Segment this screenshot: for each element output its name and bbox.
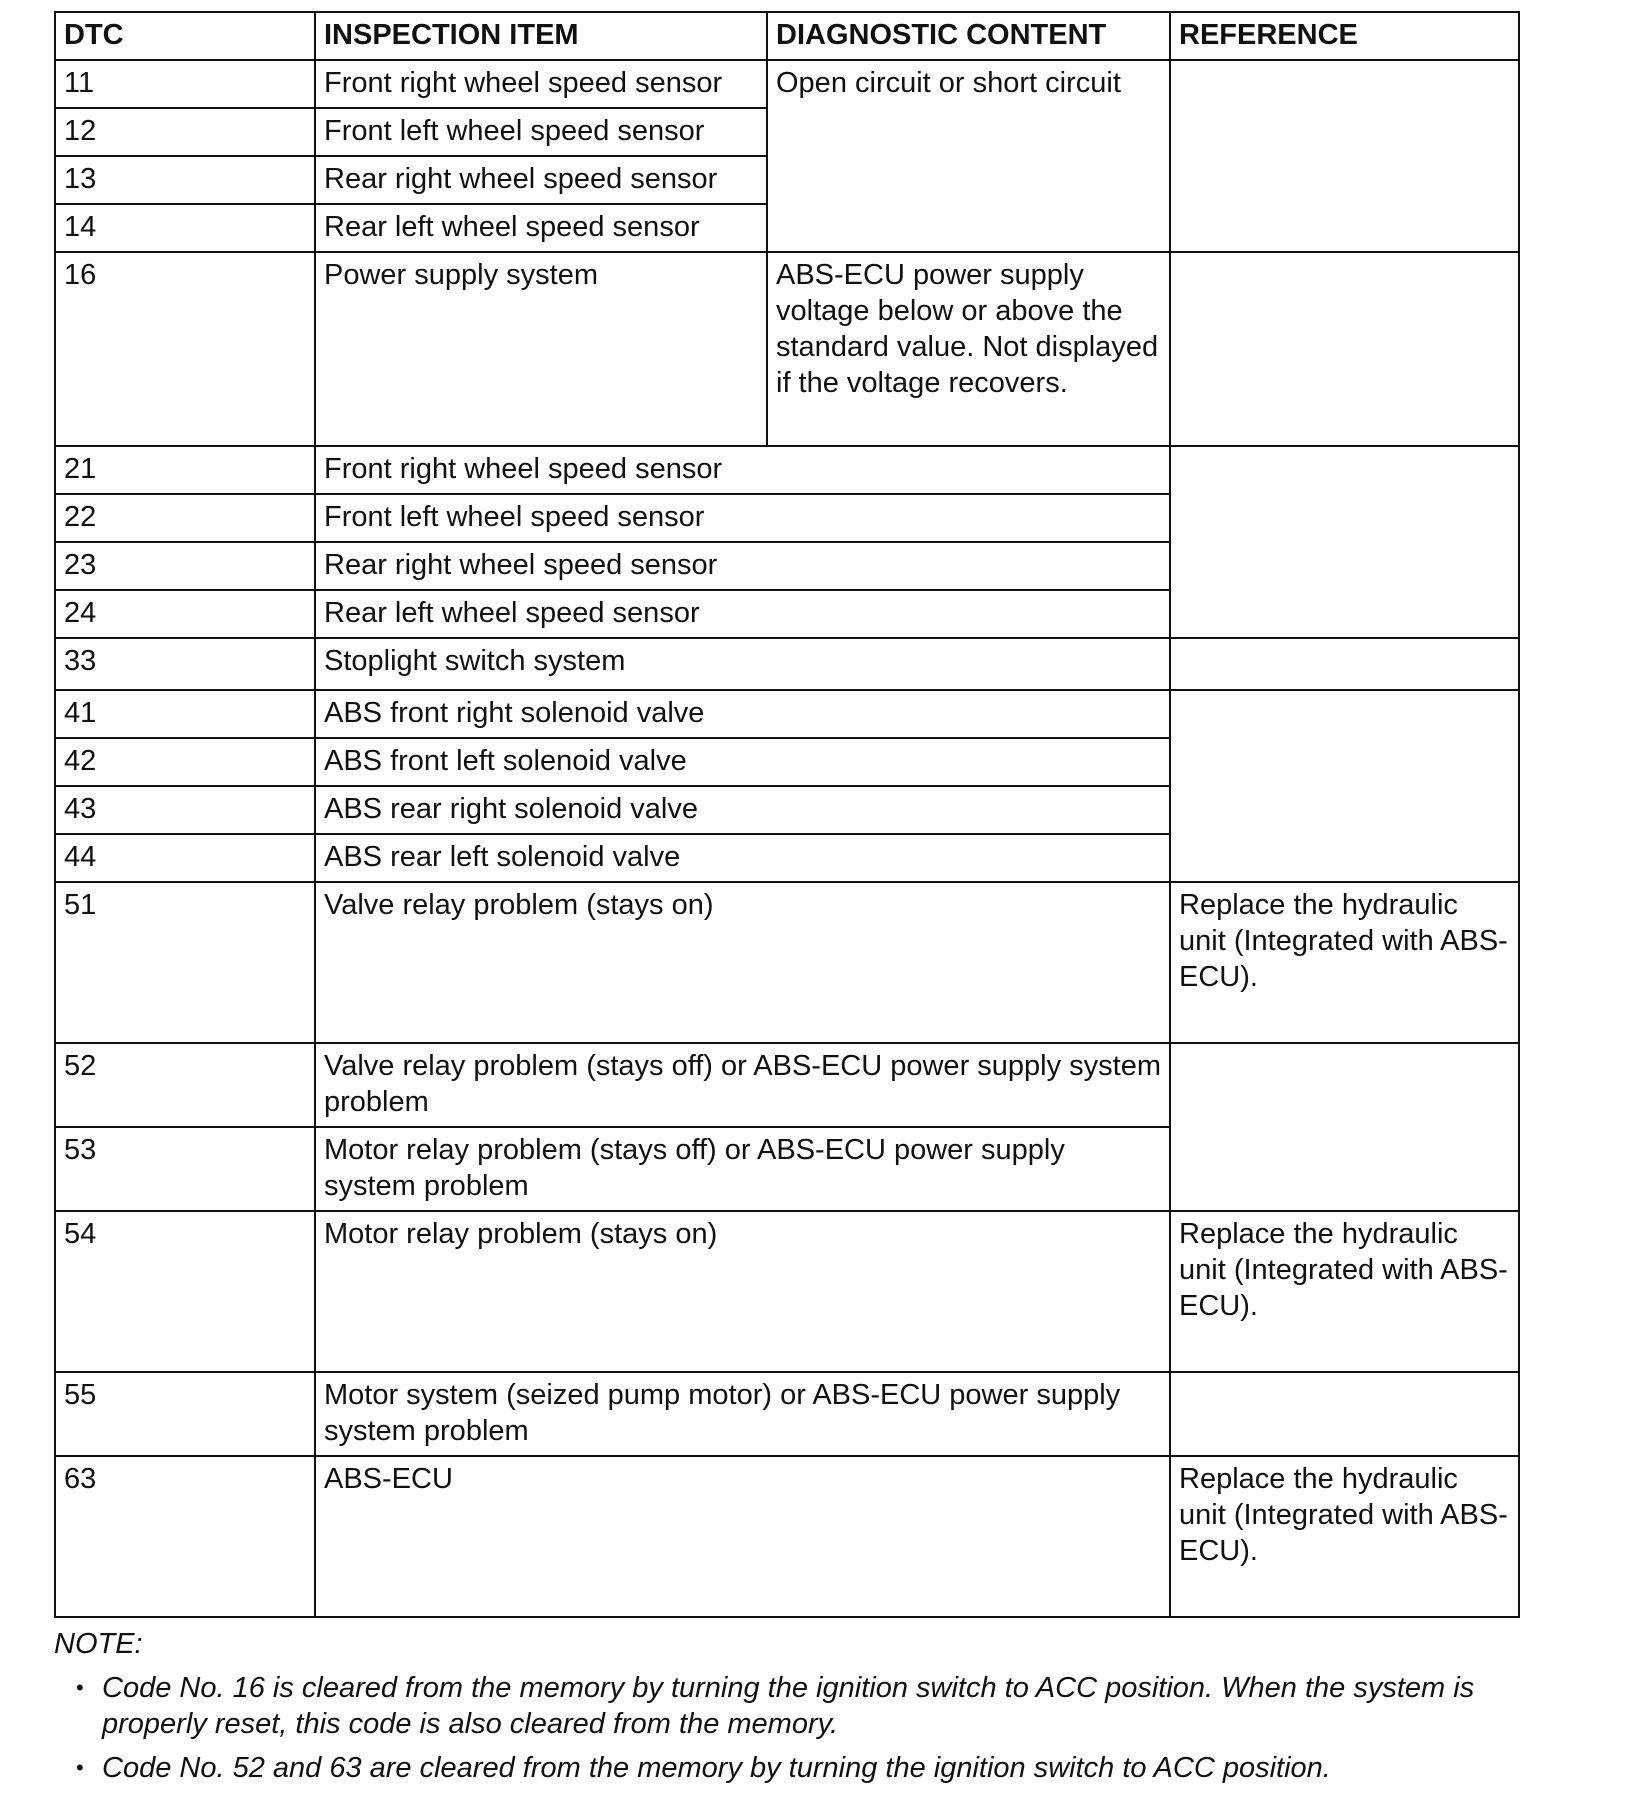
bullet-icon: • — [76, 1675, 84, 1700]
inspection-item: Rear left wheel speed sensor — [315, 590, 1170, 638]
dtc-code: 51 — [55, 882, 315, 1043]
inspection-item: Motor system (seized pump motor) or ABS-ECU power supply system problem — [315, 1372, 1170, 1456]
inspection-item: ABS front left solenoid valve — [315, 738, 1170, 786]
header-inspection-item: INSPECTION ITEM — [315, 12, 767, 60]
dtc-code: 12 — [55, 108, 315, 156]
inspection-item: Front left wheel speed sensor — [315, 494, 1170, 542]
inspection-item: ABS rear right solenoid valve — [315, 786, 1170, 834]
table-row — [55, 1043, 1519, 1127]
dtc-code: 41 — [55, 690, 315, 738]
header-dtc: DTC — [55, 12, 315, 60]
reference-cell — [1170, 690, 1519, 882]
dtc-code: 22 — [55, 494, 315, 542]
diagnostic-content: Open circuit or short circuit — [767, 60, 1170, 252]
table-row — [55, 446, 1519, 494]
note-list — [54, 1670, 1518, 1786]
table-row — [55, 690, 1519, 738]
dtc-code: 55 — [55, 1372, 315, 1456]
dtc-code: 33 — [55, 638, 315, 690]
document-page — [54, 11, 1518, 1794]
note-item — [54, 1670, 1518, 1742]
dtc-code: 54 — [55, 1211, 315, 1372]
reference-cell: Replace the hydraulic unit (Integrated with ABS-ECU). — [1170, 882, 1519, 1043]
reference-cell — [1170, 638, 1519, 690]
inspection-item: Power supply system — [315, 252, 767, 446]
inspection-item: Motor relay problem (stays off) or ABS-ECU power supply system problem — [315, 1127, 1170, 1211]
table-row — [55, 252, 1519, 446]
reference-cell — [1170, 446, 1519, 638]
inspection-item: ABS-ECU — [315, 1456, 1170, 1617]
reference-cell — [1170, 60, 1519, 252]
inspection-item: Valve relay problem (stays on) — [315, 882, 1170, 1043]
inspection-item: Front right wheel speed sensor — [315, 446, 1170, 494]
note-title: NOTE: — [54, 1628, 143, 1660]
inspection-item: Front left wheel speed sensor — [315, 108, 767, 156]
note-section — [54, 1626, 1518, 1786]
dtc-code: 23 — [55, 542, 315, 590]
reference-cell: Replace the hydraulic unit (Integrated with ABS-ECU). — [1170, 1211, 1519, 1372]
dtc-code: 11 — [55, 60, 315, 108]
dtc-code: 43 — [55, 786, 315, 834]
dtc-code: 13 — [55, 156, 315, 204]
dtc-code: 14 — [55, 204, 315, 252]
dtc-code: 44 — [55, 834, 315, 882]
diagnostic-content: ABS-ECU power supply voltage below or above the standard value. Not displayed if the voltage recovers. — [767, 252, 1170, 446]
inspection-item: Rear right wheel speed sensor — [315, 542, 1170, 590]
reference-cell: Replace the hydraulic unit (Integrated with ABS-ECU). — [1170, 1456, 1519, 1617]
table-row — [55, 1456, 1519, 1617]
dtc-code: 42 — [55, 738, 315, 786]
inspection-item: ABS front right solenoid valve — [315, 690, 1170, 738]
inspection-item: Rear right wheel speed sensor — [315, 156, 767, 204]
inspection-item: Rear left wheel speed sensor — [315, 204, 767, 252]
dtc-code: 21 — [55, 446, 315, 494]
reference-cell — [1170, 1372, 1519, 1456]
inspection-item: ABS rear left solenoid valve — [315, 834, 1170, 882]
reference-cell — [1170, 1043, 1519, 1211]
table-row — [55, 1372, 1519, 1456]
inspection-item: Valve relay problem (stays off) or ABS-ECU power supply system problem — [315, 1043, 1170, 1127]
table-row — [55, 1211, 1519, 1372]
dtc-table — [54, 11, 1520, 1618]
bullet-icon: • — [76, 1755, 84, 1780]
inspection-item: Stoplight switch system — [315, 638, 1170, 690]
table-row — [55, 638, 1519, 690]
inspection-item: Front right wheel speed sensor — [315, 60, 767, 108]
dtc-code: 63 — [55, 1456, 315, 1617]
dtc-code: 16 — [55, 252, 315, 446]
reference-cell — [1170, 252, 1519, 446]
dtc-code: 52 — [55, 1043, 315, 1127]
inspection-item: Motor relay problem (stays on) — [315, 1211, 1170, 1372]
note-text: Code No. 52 and 63 are cleared from the memory by turning the ignition switch to ACC position. — [102, 1752, 1331, 1784]
dtc-code: 53 — [55, 1127, 315, 1211]
note-item — [54, 1750, 1518, 1786]
dtc-code: 24 — [55, 590, 315, 638]
note-text: Code No. 16 is cleared from the memory by turning the ignition switch to ACC position. When the system is properly reset, this code is also cleared from the memory. — [102, 1672, 1475, 1740]
header-reference: REFERENCE — [1170, 12, 1519, 60]
table-row — [55, 882, 1519, 1043]
header-row — [55, 12, 1519, 60]
table-row — [55, 60, 1519, 108]
header-diagnostic-content: DIAGNOSTIC CONTENT — [767, 12, 1170, 60]
